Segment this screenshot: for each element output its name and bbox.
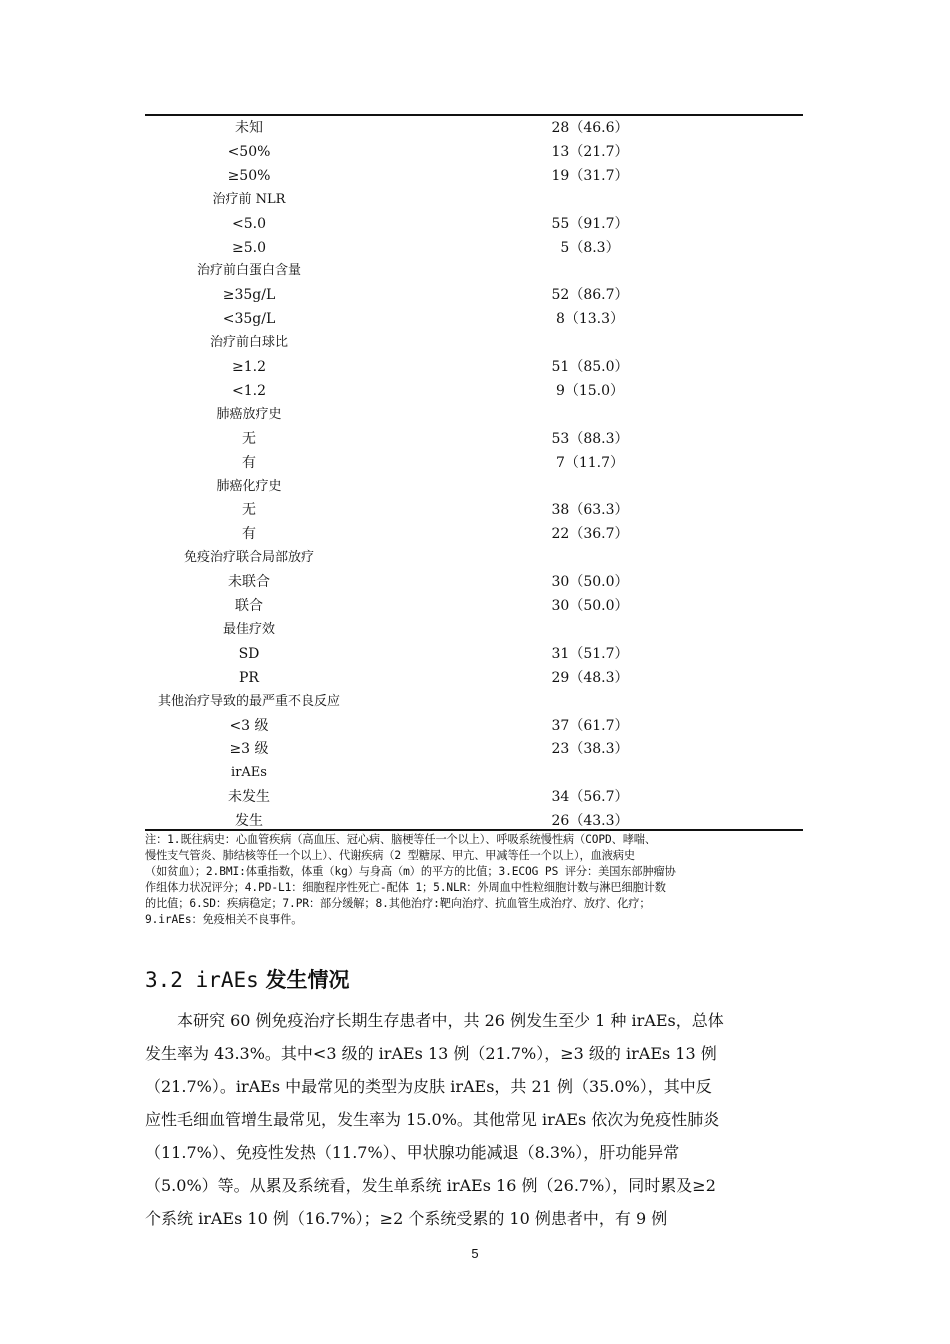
footnote-line: （如贫血）；2.BMI:体重指数，体重（kg）与身高（m）的平方的比值；3.ECOG PS 评分：美国东部肿瘤协 (145, 865, 676, 878)
footnote-line: 慢性支气管炎、肺结核等任一个以上）、代谢疾病（2 型糖尿、甲亢、甲减等任一个以上），血液病史 (145, 849, 635, 862)
row-label: PR (239, 669, 259, 686)
table-row (145, 498, 803, 522)
row-label: 免疫治疗联合局部放疗 (183, 550, 314, 566)
row-label: <35g/L (222, 311, 276, 328)
row-value: 51（85.0） (551, 359, 629, 375)
row-label: 治疗前白蛋白含量 (196, 263, 301, 279)
row-value: 26（43.3） (551, 813, 629, 830)
row-label: 其他治疗导致的最严重不良反应 (157, 693, 340, 709)
page-number: 5 (471, 1246, 479, 1261)
table-row (145, 379, 803, 403)
row-value: 5（8.3） (560, 239, 620, 256)
table-row (145, 164, 803, 188)
row-value: 22（36.7） (551, 526, 629, 543)
row-value: 13（21.7） (551, 143, 629, 160)
table-category-row (145, 618, 803, 642)
paragraph-line: 应性毛细血管增生最常见，发生率为 15.0%。其他常见 irAEs 依次为免疫性肺炎 (145, 1110, 720, 1129)
table-row (145, 140, 803, 164)
row-label: ≥5.0 (232, 239, 266, 256)
row-value: 53（88.3） (551, 430, 629, 447)
row-value: 7（11.7） (555, 454, 625, 471)
row-value: 19（31.7） (551, 167, 629, 184)
row-value: 38（63.3） (551, 502, 629, 519)
table-row (145, 714, 803, 738)
table-row (145, 451, 803, 475)
table-bottom-rule (145, 829, 803, 831)
table-row (145, 116, 803, 140)
table-footnote (145, 832, 807, 928)
row-label: 联合 (235, 598, 263, 614)
section-number: 3.2 irAEs (145, 968, 259, 992)
row-label: <1.2 (232, 382, 266, 399)
row-label: 有 (242, 526, 256, 543)
paragraph-line: （21.7%）。irAEs 中最常见的类型为皮肤 irAEs，共 21 例（35.0%），其中反 (145, 1077, 712, 1096)
paragraph-line: （11.7%）、免疫性发热（11.7%）、甲状腺功能减退（8.3%），肝功能异常 (145, 1143, 680, 1162)
row-value: 55（91.7） (551, 215, 629, 232)
paragraph-line: 个系统 irAEs 10 例（16.7%）；≥2 个系统受累的 10 例患者中，有 9 例 (145, 1209, 668, 1228)
table-row (145, 236, 803, 260)
row-value: 29（48.3） (551, 669, 629, 686)
paragraph-line: 本研究 60 例免疫治疗长期生存患者中，共 26 例发生至少 1 种 irAEs，总体 (177, 1011, 724, 1030)
row-label: 未发生 (228, 789, 270, 806)
row-label: 未联合 (228, 574, 270, 591)
row-label: <3 级 (229, 717, 269, 734)
body-paragraph (145, 1004, 807, 1235)
footnote-line: 注：1.既往病史：心血管疾病（高血压、冠心病、脑梗等任一个以上）、呼吸系统慢性病（COPD、哮喘、 (145, 833, 656, 846)
section-title: 发生情况 (265, 968, 350, 992)
footnote-line: 9.irAEs：免疫相关不良事件。 (145, 913, 303, 926)
row-value: 30（50.0） (551, 574, 629, 591)
table-category-row (145, 331, 803, 355)
row-label: 治疗前 NLR (212, 191, 286, 207)
table-row (145, 570, 803, 594)
paragraph-line: 发生率为 43.3%。其中<3 级的 irAEs 13 例（21.7%），≥3 级的 irAEs 13 例 (145, 1044, 717, 1063)
row-label: ≥35g/L (222, 287, 276, 304)
footnote-line: 的比值；6.SD：疾病稳定；7.PR：部分缓解；8.其他治疗:靶向治疗、抗血管生成治疗、放疗、化疗； (145, 897, 651, 910)
row-value: 52（86.7） (551, 287, 629, 304)
row-label: 发生 (235, 813, 263, 830)
row-value: 23（38.3） (551, 741, 629, 758)
row-label: ≥50% (227, 167, 271, 184)
table-row (145, 594, 803, 618)
row-value: 8（13.3） (555, 311, 625, 328)
table-row (145, 283, 803, 307)
table-row (145, 307, 803, 331)
row-value: 30（50.0） (551, 598, 629, 614)
row-label: 有 (242, 454, 256, 471)
row-label: ≥1.2 (232, 359, 266, 375)
table-category-row (145, 259, 803, 283)
table-row (145, 737, 803, 761)
row-label: <5.0 (232, 215, 266, 232)
row-value: 37（61.7） (551, 717, 629, 734)
row-value: 9（15.0） (555, 382, 625, 399)
table-category-row (145, 475, 803, 499)
table-category-row (145, 546, 803, 570)
row-label: SD (238, 645, 260, 662)
table-category-row (145, 690, 803, 714)
row-label: 未知 (235, 120, 263, 136)
row-label: 无 (242, 502, 256, 519)
table-category-row (145, 188, 803, 212)
table-row (145, 642, 803, 666)
table-row (145, 522, 803, 546)
table-category-row (145, 403, 803, 427)
row-label: 无 (242, 430, 256, 447)
row-label: 治疗前白球比 (209, 335, 288, 351)
row-label: 肺癌放疗史 (216, 406, 282, 422)
row-value: 34（56.7） (551, 789, 629, 806)
row-label: irAEs (231, 765, 267, 781)
row-value: 28（46.6） (551, 120, 629, 136)
table-row (145, 355, 803, 379)
table-row (145, 427, 803, 451)
table-row (145, 212, 803, 236)
row-value: 31（51.7） (551, 645, 629, 662)
paragraph-line: （5.0%）等。从累及系统看，发生单系统 irAEs 16 例（26.7%），同时累及≥2 (145, 1176, 716, 1195)
table-category-row (145, 761, 803, 785)
table-row (145, 785, 803, 809)
row-label: <50% (227, 143, 271, 160)
row-label: ≥3 级 (229, 741, 269, 758)
footnote-line: 作组体力状况评分；4.PD-L1：细胞程序性死亡-配体 1；5.NLR：外周血中性粒细胞计数与淋巴细胞计数 (145, 881, 666, 894)
section-heading (145, 965, 349, 995)
table-row (145, 666, 803, 690)
row-label: 肺癌化疗史 (216, 478, 282, 494)
row-label: 最佳疗效 (222, 621, 275, 637)
